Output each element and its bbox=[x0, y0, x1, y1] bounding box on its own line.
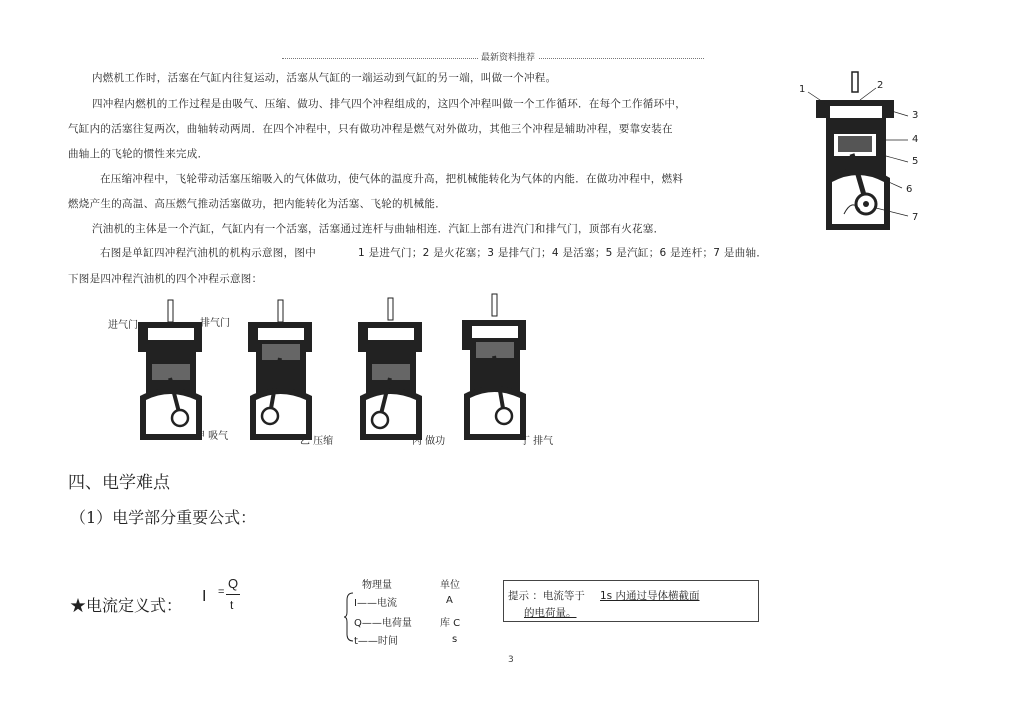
stroke-compression-figure bbox=[248, 300, 312, 440]
page-number: 3 bbox=[508, 655, 514, 665]
formula-lhs: I bbox=[202, 588, 207, 605]
paragraph-figure-intro: 右图是单缸四冲程汽油机的机构示意图，图中 bbox=[100, 247, 316, 259]
subsection-title: （1）电学部分重要公式： bbox=[70, 508, 257, 527]
caption-compression: 乙 压缩 bbox=[300, 436, 334, 447]
formula-denominator: t bbox=[230, 598, 234, 612]
bracket bbox=[344, 592, 354, 642]
unit-header: 单位 bbox=[440, 580, 460, 591]
paragraph-four-strokes-intro: 下图是四冲程汽油机的四个冲程示意图： bbox=[68, 273, 263, 285]
stroke-power-figure bbox=[358, 298, 422, 440]
stroke-exhaust-figure bbox=[462, 294, 526, 440]
paragraph-four-stroke-line3: 曲轴上的飞轮的惯性来完成． bbox=[68, 148, 209, 160]
row-current-quantity: I——电流 bbox=[354, 598, 397, 609]
current-formula bbox=[202, 576, 248, 616]
engine-label-1: 1 bbox=[799, 84, 806, 95]
caption-exhaust: 丁 排气 bbox=[520, 436, 554, 447]
paragraph-compression-line1: 在压缩冲程中，飞轮带动活塞压缩吸入的气体做功，使气体的温度升高，把机械能转化为气体的内能．在做功冲程中，燃料 bbox=[100, 173, 684, 185]
caption-intake: 甲 吸气 bbox=[195, 431, 229, 442]
row-charge-quantity: Q——电荷量 bbox=[354, 618, 412, 629]
hint-underlined-2: 的电荷量。 bbox=[524, 607, 577, 619]
row-time-quantity: t——时间 bbox=[354, 636, 398, 647]
fraction-bar bbox=[226, 594, 240, 595]
formula-numerator: Q bbox=[228, 576, 239, 591]
engine-label-4: 4 bbox=[912, 134, 919, 145]
caption-power: 丙 做功 bbox=[412, 436, 446, 447]
paragraph-four-stroke-line1: 四冲程内燃机的工作过程是由吸气、压缩、做功、排气四个冲程组成的，这四个冲程叫做一个工作循环．在每个工作循环中， bbox=[92, 98, 686, 110]
engine-label-2: 2 bbox=[877, 80, 884, 91]
hint-prefix: 提示 ：电流等于 bbox=[508, 590, 585, 602]
paragraph-stroke-definition: 内燃机工作时，活塞在气缸内往复运动，活塞从气缸的一端运动到气缸的另一端，叫做一个冲程。 bbox=[92, 72, 557, 84]
engine-label-5: 5 bbox=[912, 156, 919, 167]
formula-label: ★电流定义式： bbox=[70, 596, 183, 615]
quantity-header: 物理量 bbox=[362, 580, 392, 591]
paragraph-four-stroke-line2: 气缸内的活塞往复两次，曲轴转动两周．在四个冲程中，只有做功冲程是燃气对外做功，其他三个冲程是辅助冲程，要靠安装在 bbox=[68, 123, 673, 135]
section-title: 四、电学难点 bbox=[68, 473, 170, 493]
engine-label-3: 3 bbox=[912, 110, 919, 121]
page-header: 最新资料推荐 bbox=[478, 50, 538, 63]
hint-underlined-1: 1s 内通过导体横截面 bbox=[600, 590, 700, 602]
paragraph-engine-body: 汽油机的主体是一个汽缸，气缸内有一个活塞，活塞通过连杆与曲轴相连．汽缸上部有进汽门和排气门，顶部有火花塞． bbox=[92, 223, 665, 235]
paragraph-figure-legend: 1 是进气门；2 是火花塞；3 是排气门；4 是活塞；5 是汽缸；6 是连杆；7 是曲轴． bbox=[358, 247, 768, 259]
engine-label-7: 7 bbox=[912, 212, 919, 223]
four-strokes-diagram bbox=[130, 290, 570, 450]
engine-diagram bbox=[790, 70, 930, 240]
stroke-intake-figure bbox=[138, 300, 202, 440]
formula-equals: = bbox=[218, 586, 225, 598]
intake-valve-label: 进气门 bbox=[108, 320, 138, 331]
exhaust-valve-label: 排气门 bbox=[200, 318, 230, 329]
engine-label-6: 6 bbox=[906, 184, 913, 195]
row-current-unit: A bbox=[446, 595, 453, 606]
hint-box bbox=[503, 580, 759, 622]
row-time-unit: s bbox=[452, 634, 458, 645]
paragraph-compression-line2: 燃烧产生的高温、高压燃气推动活塞做功，把内能转化为活塞、飞轮的机械能． bbox=[68, 198, 446, 210]
row-charge-unit: 库 C bbox=[440, 618, 461, 629]
